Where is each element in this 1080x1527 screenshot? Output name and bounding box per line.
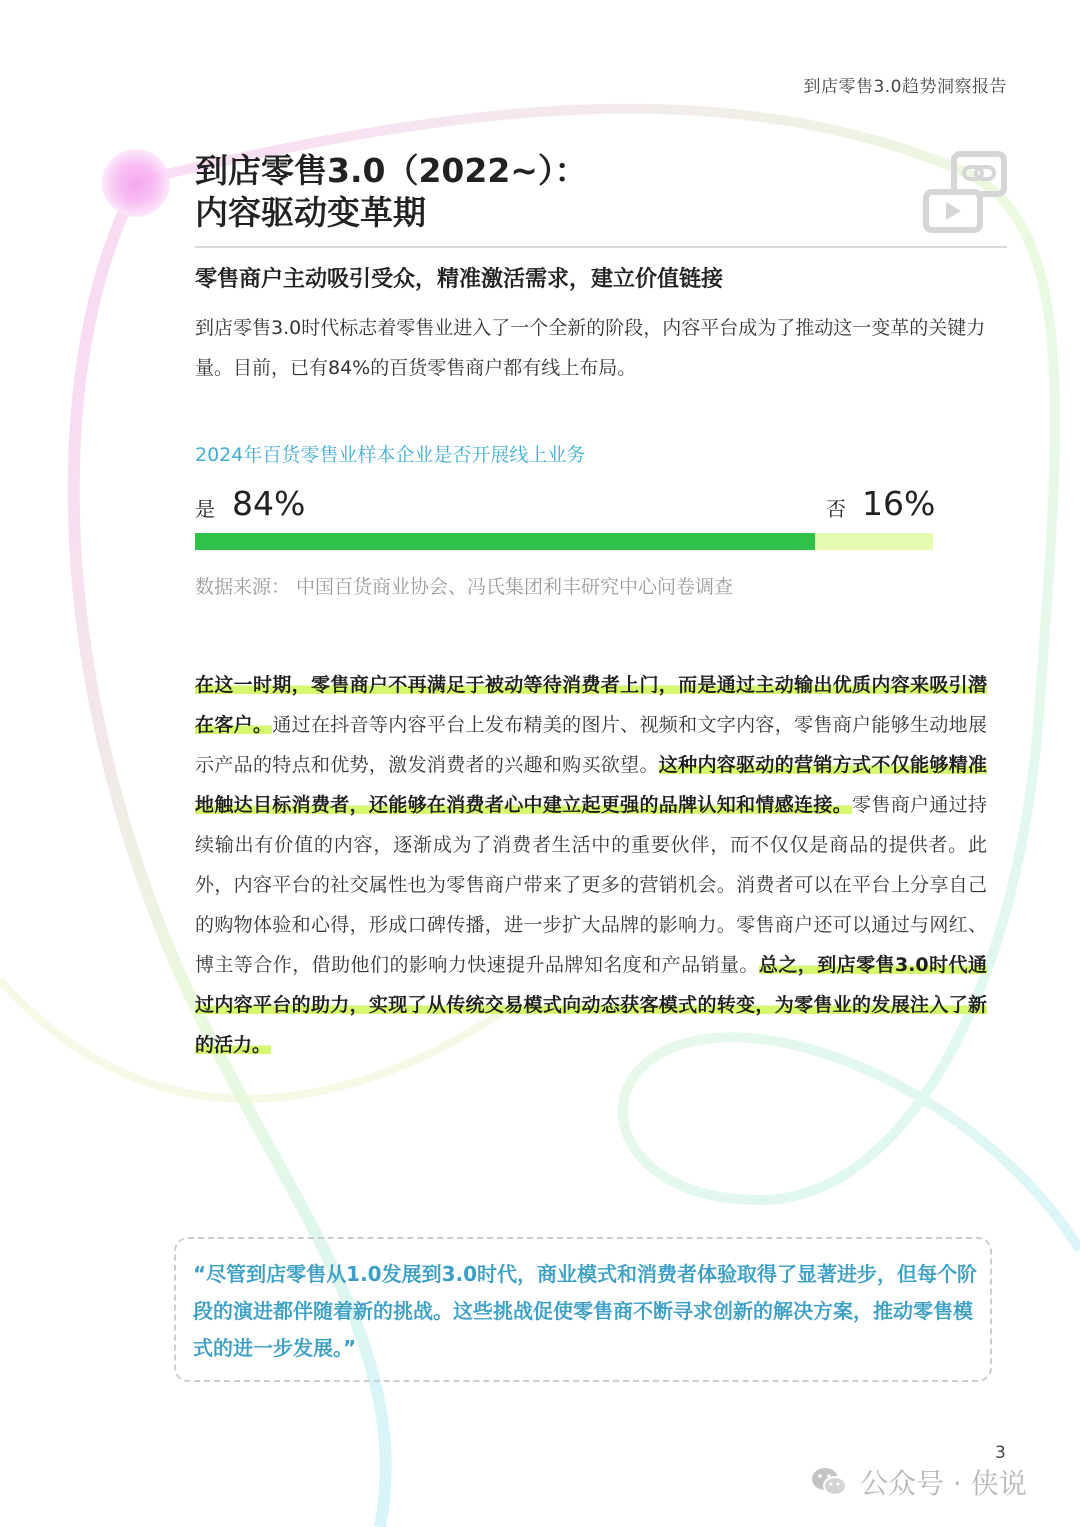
chart-value-yes: 84% xyxy=(232,484,306,523)
title-line-1: 到店零售3.0（2022~）： xyxy=(195,151,588,190)
body-sentence-2: 通过在抖音等内容平台上发布精美的图片、视频和文字内容，零售商户能够生动地展示产品的特点和优势，激发消费者的兴趣和购买欲望。 xyxy=(195,714,987,776)
link-video-icon xyxy=(920,150,1010,236)
chart-value-no: 16% xyxy=(862,484,936,523)
body-sentence-4: 零售商户通过持续输出有价值的内容，逐渐成为了消费者生活中的重要伙伴，而不仅仅是商品的提供者。此外，内容平台的社交属性也为零售商户带来了更多的营销机会。消费者可以在平台上分享自己的购物体验和心得，形成口碑传播，进一步扩大品牌的影响力。零售商户还可以通过与网红、博主等合作，借助他们的影响力快速提升品牌知名度和产品销量。 xyxy=(195,794,987,976)
intro-paragraph: 到店零售3.0时代标志着零售业进入了一个全新的阶段，内容平台成为了推动这一变革的关键力量。目前，已有84%的百货零售商户都有线上布局。 xyxy=(195,317,986,379)
chart-bar-no xyxy=(195,533,933,550)
page-title xyxy=(195,150,587,234)
page-number: 3 xyxy=(995,1443,1006,1463)
section-subheading: 零售商户主动吸引受众，精准激活需求，建立价值链接 xyxy=(195,267,724,292)
chart-category-yes: 是 xyxy=(195,497,215,521)
watermark-text: 公众号 · 侠说 xyxy=(860,1467,1027,1500)
highlight-sentence-1: 在这一时期，零售商户不再满足于被动等待消费者上门，而是通过主动输出优质内容来吸引潜在客户。 xyxy=(195,674,987,736)
wechat-icon xyxy=(810,1465,848,1499)
highlight-sentence-3: 总之，到店零售3.0时代通过内容平台的助力，实现了从传统交易模式向动态获客模式的转变，为零售业的发展注入了新的活力。 xyxy=(195,954,987,1056)
chart-bar-yes xyxy=(195,533,815,550)
chart-source: 数据来源： 中国百货商业协会、冯氏集团利丰研究中心问卷调查 xyxy=(195,576,734,598)
report-header-title: 到店零售3.0趋势洞察报告 xyxy=(803,77,1007,97)
chart-title: 2024年百货零售业样本企业是否开展线上业务 xyxy=(195,444,586,466)
body-paragraph xyxy=(195,665,987,1065)
title-divider xyxy=(195,246,1007,248)
quote-text: “尽管到店零售从1.0发展到3.0时代，商业模式和消费者体验取得了显著进步，但每个阶段的演进都伴随着新的挑战。这些挑战促使零售商不断寻求创新的解决方案，推动零售模式的进一步发展。” xyxy=(193,1262,978,1360)
chart-category-no: 否 xyxy=(826,497,846,521)
title-line-2: 内容驱动变革期 xyxy=(195,193,426,232)
watermark xyxy=(810,1460,1027,1504)
highlight-sentence-2: 这种内容驱动的营销方式不仅能够精准地触达目标消费者，还能够在消费者心中建立起更强的品牌认知和情感连接。 xyxy=(195,754,987,816)
